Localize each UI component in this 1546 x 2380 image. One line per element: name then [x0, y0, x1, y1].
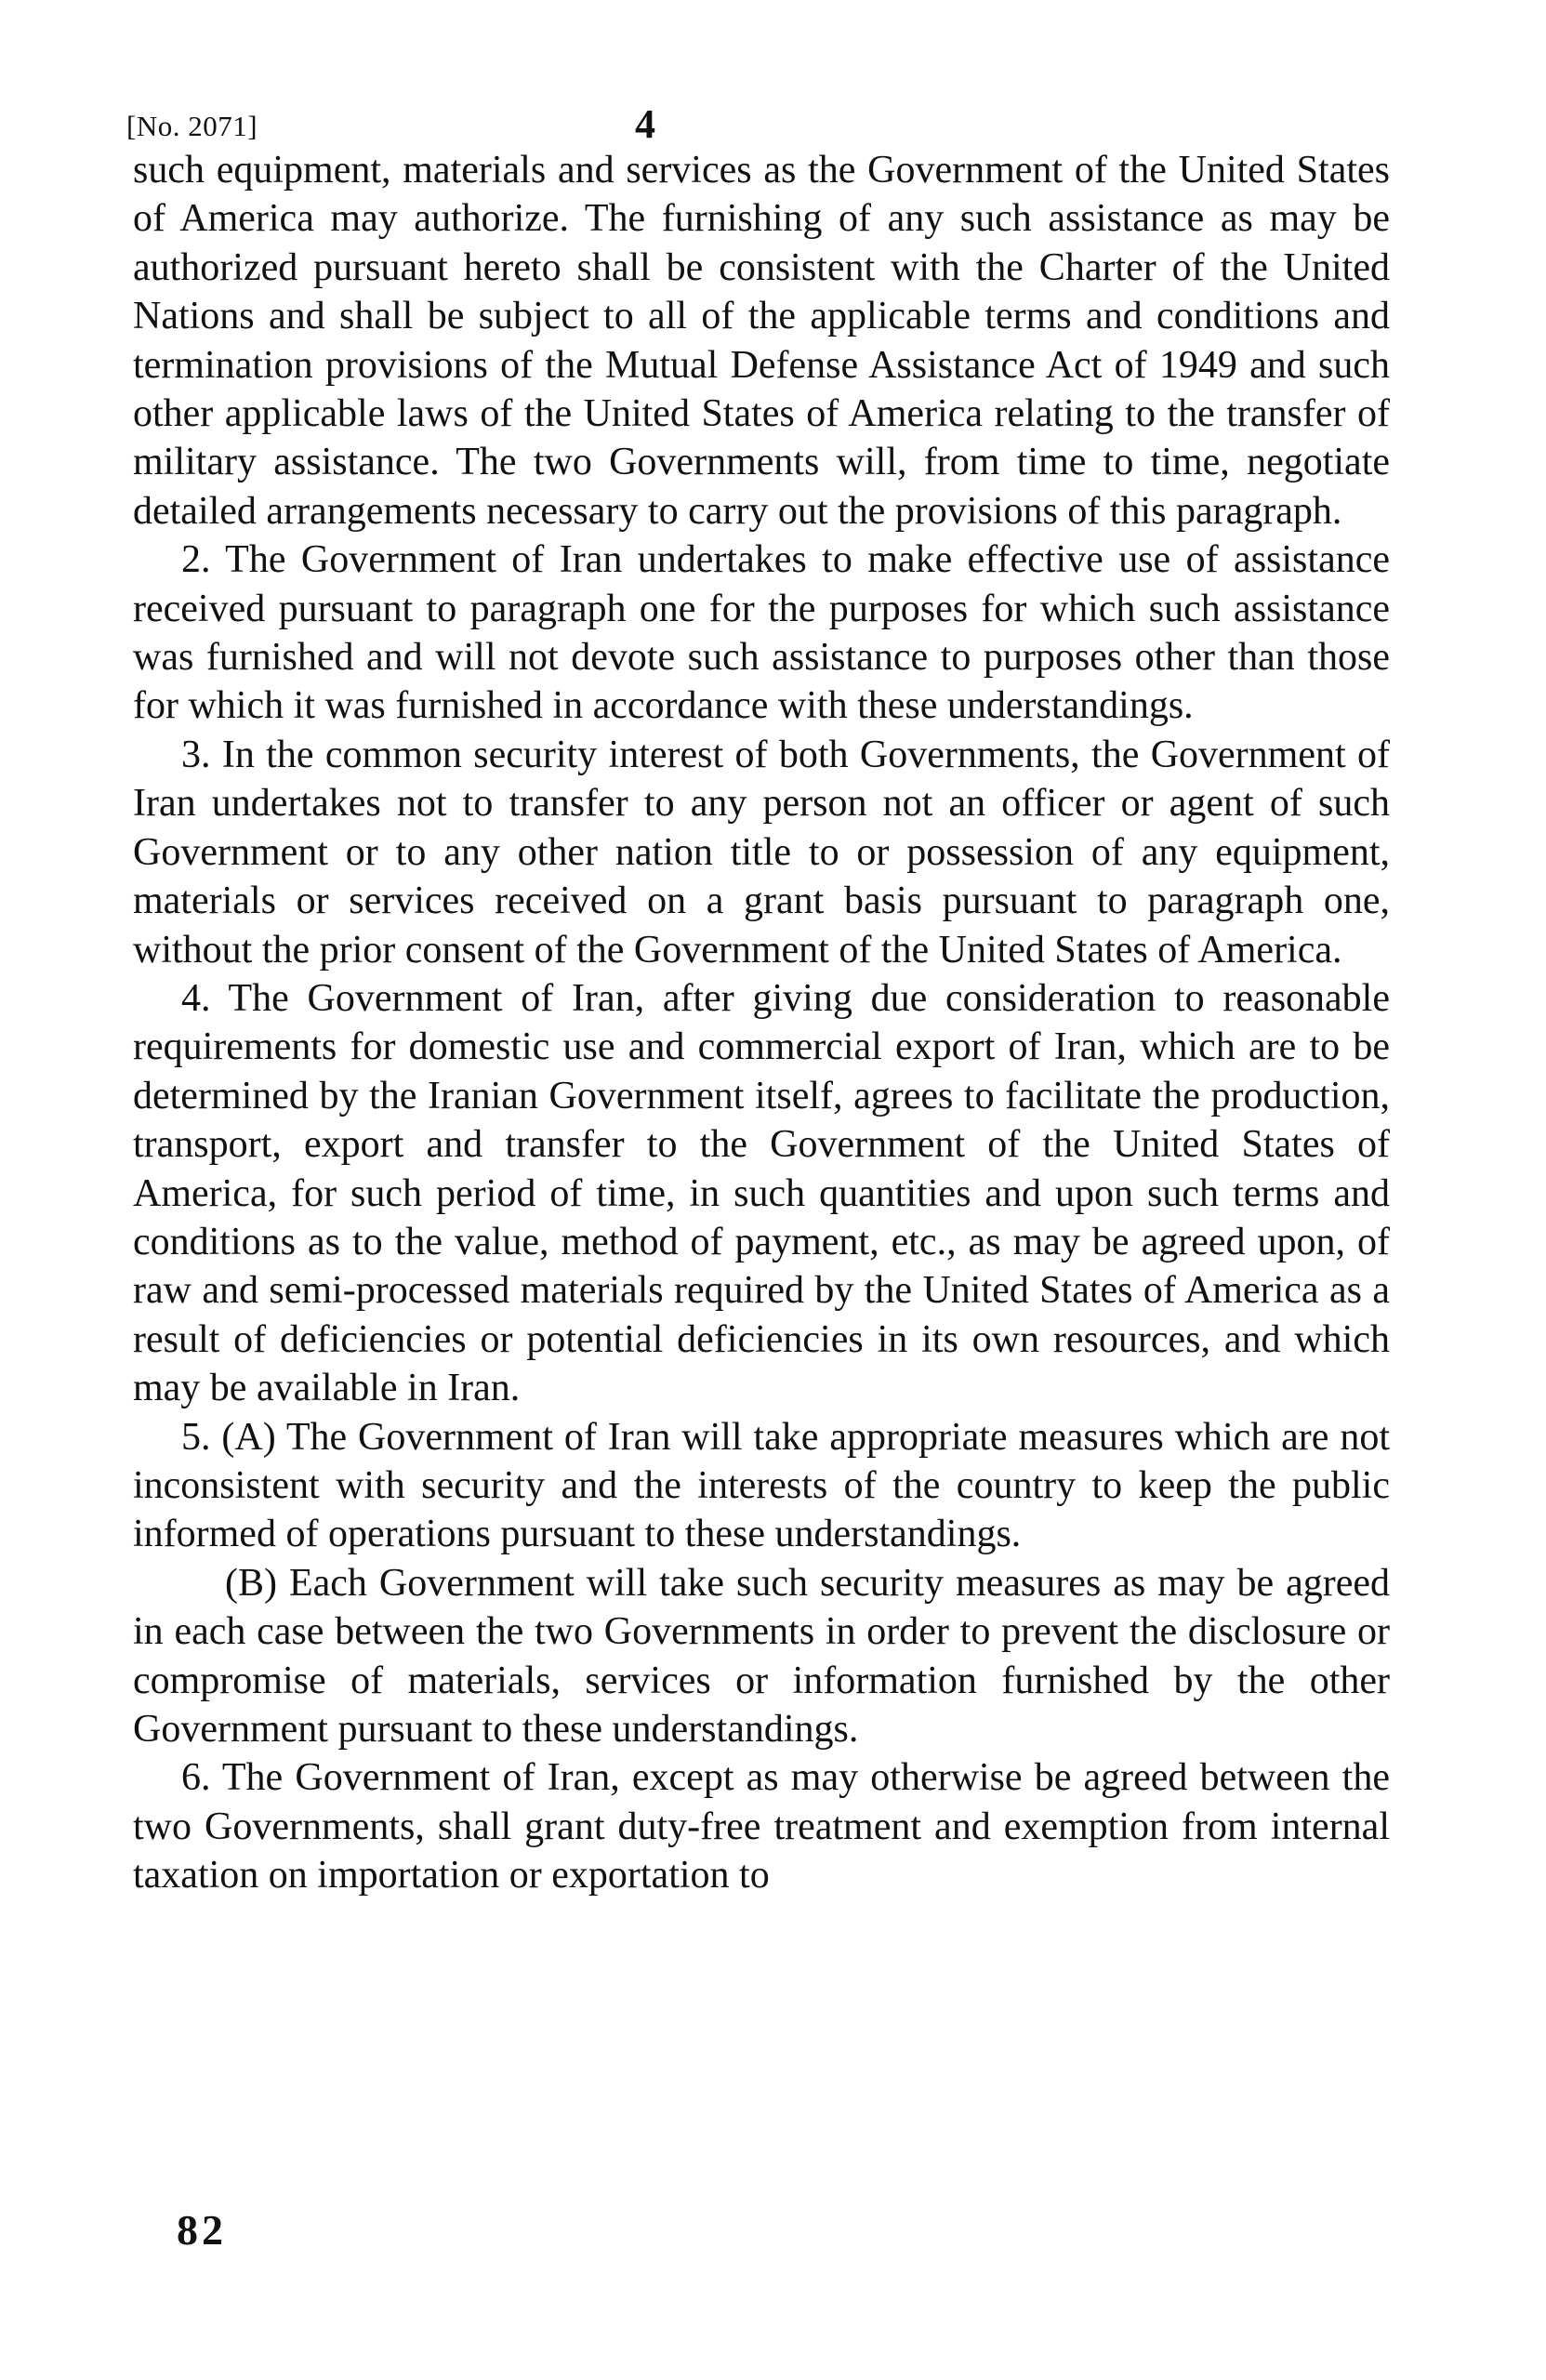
page-header — [126, 100, 1391, 152]
signature-mark: 82 — [177, 2206, 227, 2254]
paragraph-5b: (B) Each Government will take such security measures as may be agreed in each case between the two Governments in order to prevent the disclosure or compromise of materials, services or information furnished by the other Government pursuant to these understandings. — [133, 1561, 1390, 1751]
page-number: 4 — [635, 101, 655, 147]
document-number: [No. 2071] — [126, 110, 258, 142]
body-text — [133, 146, 1390, 1900]
paragraph-6: 6. The Government of Iran, except as may otherwise be agreed between the two Governments, shall grant duty-free treatment and exemption from internal taxation on importation or exportation to — [133, 1756, 1390, 1897]
paragraph-4: 4. The Government of Iran, after giving due consideration to reasonable requirements for domestic use and commercial export of Iran, which are to be determined by the Iranian Government itself, agrees to facilitate the production, transport, export and transfer to the Government of the United States of America, for such period of time, in such quantities and upon such terms and conditions as to the value, method of payment, etc., as may be agreed upon, of raw and semi-processed materials required by the United States of America as a result of deficiencies or potential deficiencies in its own resources, and which may be available in Iran. — [133, 976, 1390, 1410]
paragraph-5a: 5. (A) The Government of Iran will take appropriate measures which are not inconsistent with security and the interests of the country to keep the public informed of operations pursuant to these understandings. — [133, 1415, 1390, 1556]
paragraph-2: 2. The Government of Iran undertakes to make effective use of assistance received pursuant to paragraph one for the purposes for which such assistance was furnished and will not devote such assistance to purposes other than those for which it was furnished in accordance with these understandings. — [133, 538, 1390, 728]
paragraph-3: 3. In the common security interest of both Governments, the Government of Iran undertakes not to transfer to any person not an officer or agent of such Government or to any other nation title to or possession of any equipment, materials or services received on a grant basis pursuant to paragraph one, without the prior consent of the Government of the United States of America. — [133, 733, 1390, 972]
paragraph-continuation: such equipment, materials and services as the Government of the United States of America may authorize. The furnishing of any such assistance as may be authorized pursuant hereto shall be consistent with the Charter of the United Nations and shall be subject to all of the applicable terms and conditions and termination provisions of the Mutual Defense Assistance Act of 1949 and such other applicable laws of the United States of America relating to the transfer of military assistance. The two Governments will, from time to time, negotiate detailed arrangements necessary to carry out the provisions of this paragraph. — [133, 149, 1390, 533]
